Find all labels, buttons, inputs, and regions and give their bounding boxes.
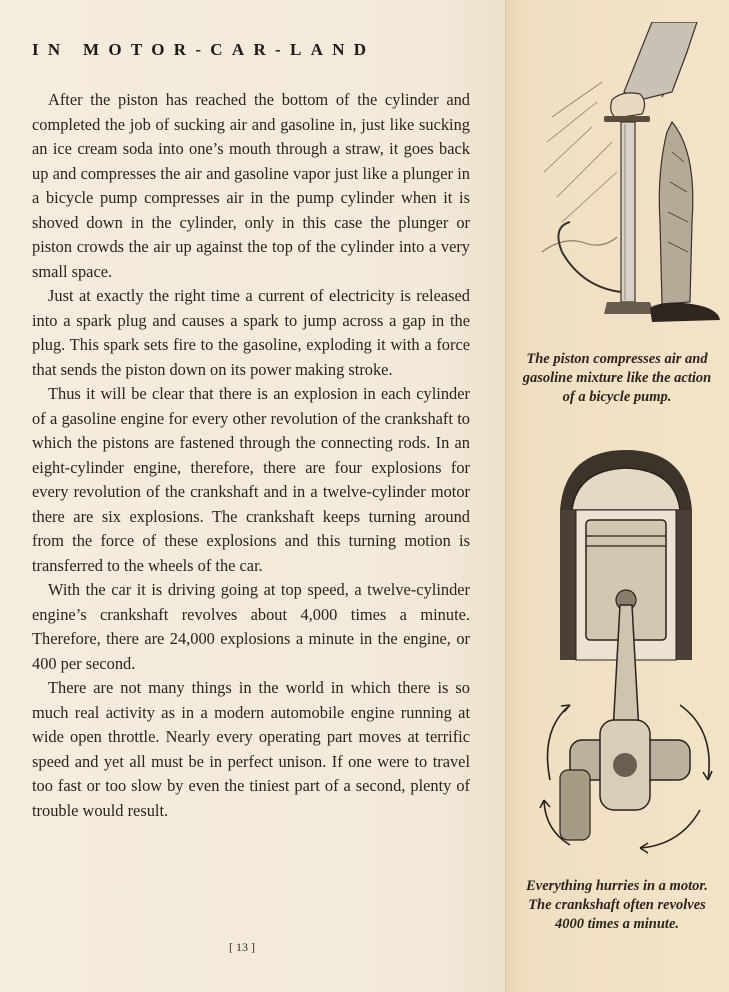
- engine-caption: Everything hurries in a motor. The crankshaft often revolves 4000 times a minute.: [526, 878, 708, 932]
- body-text: [32, 88, 470, 823]
- paragraph: After the piston has reached the bottom of the cylinder and completed the job of sucking air and gasoline in, just like sucking an ice cream soda into one’s mouth through a straw, it goes back up and compresses the air and gasoline vapor just like a plunger in a bicycle pump compresses air in the pump cylinder when it is shoved down in the cylinder, only in this case the plunger or piston crowds the air up against the top of the cylinder into a very small space.: [32, 90, 470, 281]
- paragraph: With the car it is driving going at top speed, a twelve-cylinder engine’s crankshaft revolves about 4,000 times a minute. Therefore, there are 24,000 explosions a minute in the engine, or 400 per second.: [32, 580, 470, 673]
- paragraph: Just at exactly the right time a current of electricity is released into a spark plug and causes a spark to jump across a gap in the plug. This spark sets fire to the gasoline, exploding it with a force that sends the piston down on its power making stroke.: [32, 286, 470, 379]
- page-number: [ 13 ]: [229, 940, 255, 954]
- paragraph: Thus it will be clear that there is an explosion in each cylinder of a gasoline engine for every other revolution of the crankshaft to which the pistons are fastened through the connecting rods. In an eight-cylinder engine, therefore, there are four explosions for every revolution of the crankshaft and in a twelve-cylinder motor there are six explosions. The crankshaft keeps turning around from the force of these explosions and this turning motion is transferred to the wheels of the car.: [32, 384, 470, 575]
- engine-cylinder-illustration: [530, 450, 722, 860]
- paragraph: There are not many things in the world in which there is so much real activity as in a modern automobile engine running at wide open throttle. Nearly every operating part moves at terrific speed and yet all must be in perfect unison. If one were to travel too fast or too slow by even the tiniest part of a second, plenty of trouble would result.: [32, 678, 470, 820]
- running-head: IN MOTOR-CAR-LAND: [32, 40, 376, 59]
- pump-caption: The piston compresses air and gasoline mixture like the action of a bicycle pump.: [522, 351, 712, 405]
- bicycle-pump-illustration: [522, 22, 722, 340]
